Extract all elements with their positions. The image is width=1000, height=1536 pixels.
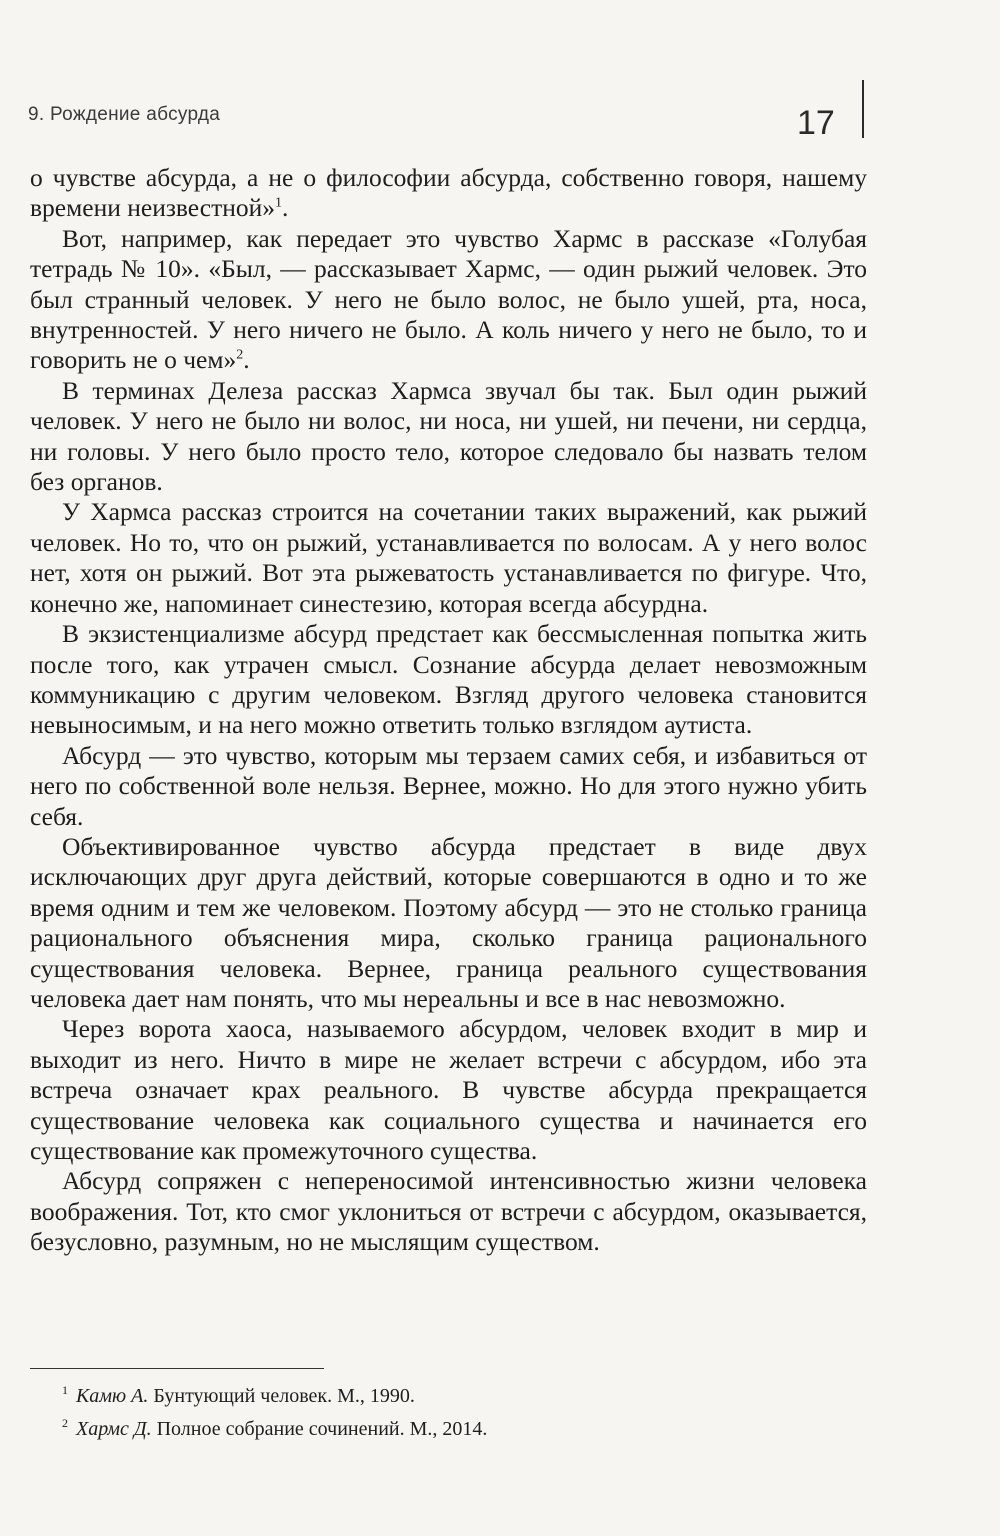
paragraph-9: Абсурд сопряжен с непереносимой интенсивностью жизни человека воображения. Тот, кто смог уклониться от встречи с абсурдом, оказывается, безусловно, разумным, но не мыслящим существом. [30,1166,867,1257]
paragraph-5: В экзистенциализме абсурд предстает как бессмысленная попытка жить после того, как утрачен смысл. Сознание абсурда делает невозможным коммуникацию с другим человеком. Взгляд другого человека становится невыносимым, и на него можно ответить только взглядом аутиста. [30,619,867,740]
footnote-ref-1: 1 [275,195,283,211]
page-number: 17 [797,104,835,142]
footnote-title-2: Полное собрание сочинений. М., 2014. [151,1418,488,1440]
footnote-ref-2: 2 [236,347,244,363]
footnotes [62,1380,862,1446]
paragraph-7: Объективированное чувство абсурда предстает в виде двух исключающих друг друга действий, которые совершаются в одно и то же время одним и тем же человеком. Поэтому абсурд — это не столько граница рационального объяснения мира, сколько граница рационального существования человека. Вернее, граница реального существования человека дает нам понять, что мы нереальны и все в нас невозможно. [30,831,867,1013]
body-text [30,163,867,1258]
footnote-2 [62,1413,862,1446]
footnote-author-1: Камю А. [76,1385,149,1407]
footnote-1 [62,1380,862,1413]
paragraph-1: о чувстве абсурда, а не о философии абсурда, собственно говоря, нашему времени неизвестной»$^1$. [30,163,867,223]
running-head: 9. Рождение абсурда [28,104,221,125]
paragraph-2: Вот, например, как передает это чувство Хармс в рассказе «Голубая тетрадь № 10». «Был, — рассказывает Хармс, — один рыжий человек. Это был странный человек. У него не было волос, не было ушей, рта, носа, внутренностей. У него ничего не было. А коль ничего у него не было, то и говорить не о чем»$^2$. [30,223,867,375]
paragraph-3: В терминах Делеза рассказ Хармса звучал бы так. Был один рыжий человек. У него не было ни волос, ни носа, ни ушей, ни печени, ни сердца, ни головы. У него было просто тело, которое следовало бы назвать телом без органов. [30,375,867,497]
paragraph-8: Через ворота хаоса, называемого абсурдом, человек входит в мир и выходит из него. Ничто в мире не желает встречи с абсурдом, ибо эта встреча означает крах реального. В чувстве абсурда прекращается существование человека как социального существа и начинается его существование как промежуточного существа. [30,1014,867,1165]
footnote-title-1: Бунтующий человек. М., 1990. [148,1385,415,1407]
header-rule [862,80,864,138]
footnote-mark-2: 2 [62,1416,68,1431]
footnote-author-2: Хармс Д. [76,1418,152,1440]
footnote-mark-1: 1 [62,1383,68,1398]
paragraph-6: Абсурд — это чувство, которым мы терзаем самих себя, и избавиться от него по собственной воле нельзя. Вернее, можно. Но для этого нужно убить себя. [30,740,867,831]
footnote-divider [30,1368,324,1369]
paragraph-4: У Хармса рассказ строится на сочетании таких выражений, как рыжий человек. Но то, что он рыжий, устанавливается по волосам. А у него волос нет, хотя он рыжий. Вот эта рыжеватость устанавливается по фигуре. Что, конечно же, напоминает синестезию, которая всегда абсурдна. [30,497,867,618]
